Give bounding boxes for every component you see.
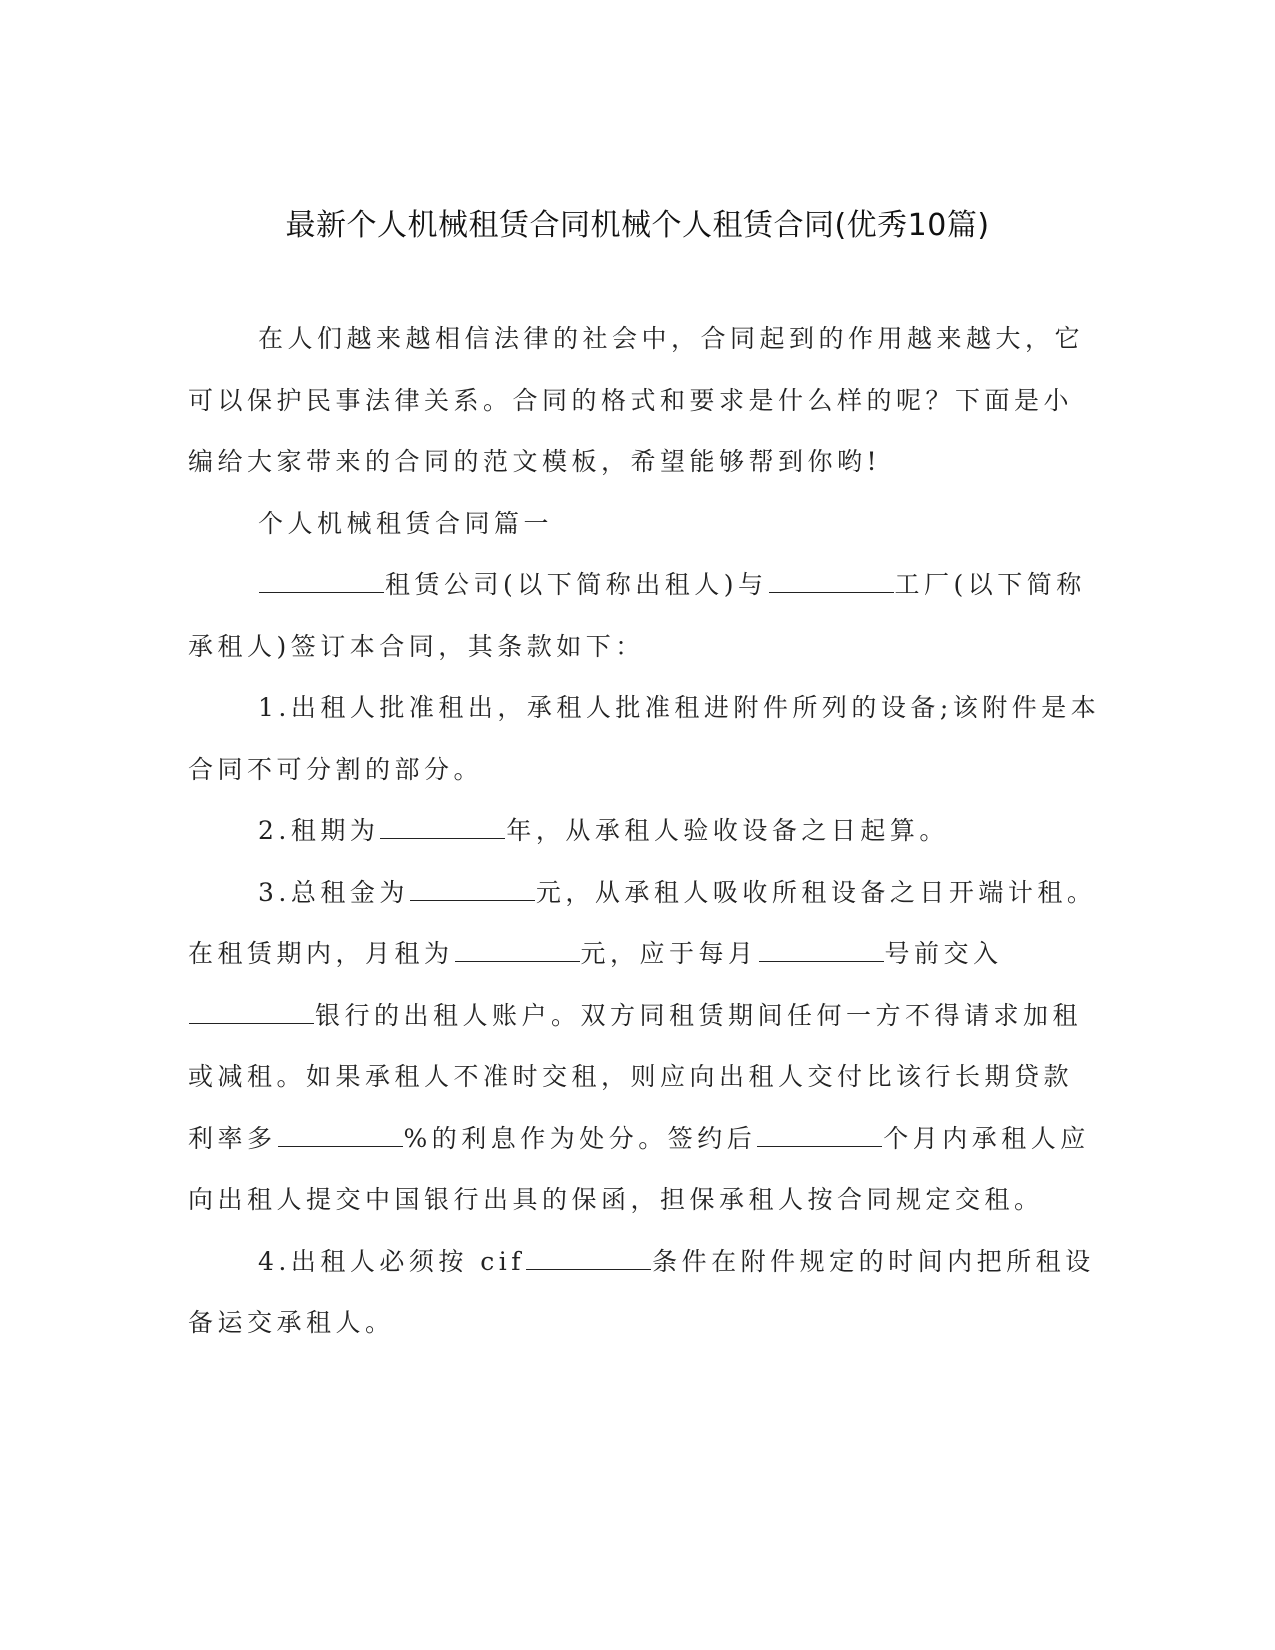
clause-3-text-d: 元，应于每月 [580,939,758,968]
clause-3-line-6: 向出租人提交中国银行出具的保函，担保承租人按合同规定交租。 [188,1185,1044,1214]
clause-4-line-2: 备运交承租人。 [188,1308,395,1337]
clause-3-text-a: 3.总租金为 [258,877,409,907]
blank-field[interactable] [526,1247,651,1270]
document-title: 最新个人机械租赁合同机械个人租赁合同(优秀10篇) [285,208,990,243]
blank-field[interactable] [189,1001,314,1024]
clause-1-line-2: 合同不可分割的部分。 [188,754,484,784]
clause-1 [188,677,1101,800]
clause-3-line-2 [188,923,1088,985]
clause-3 [188,862,1097,1231]
parties-text-b: 工厂(以下简称 [894,570,1086,599]
clause-1-line-1: 1.出租人批准租出，承租人批准租进附件所列的设备;该附件是本 [258,693,1101,722]
blank-field[interactable] [455,939,580,962]
clause-3-text-j: 个月内承租人应 [883,1123,1090,1153]
parties-line-1 [188,554,1088,616]
intro-line-3: 编给大家带来的合同的范文模板，希望能够帮到你哟! [188,447,882,476]
intro-line-1: 在人们越来越相信法律的社会中，合同起到的作用越来越大，它 [258,324,1085,353]
blank-field[interactable] [759,939,884,962]
blank-field[interactable] [410,878,535,901]
clause-2 [188,800,1088,862]
clause-3-line-4: 或减租。如果承租人不准时交租，则应向出租人交付比该行长期贷款 [188,1062,1074,1091]
clause-3-text-h: 利率多 [188,1123,277,1153]
clause-3-text-b: 元，从承租人吸收所租设备之日开端计租。 [535,877,1097,907]
blank-field[interactable] [757,1124,882,1147]
clause-4 [188,1231,1095,1354]
blank-field[interactable] [380,816,505,839]
clause-3-line-3 [188,985,1088,1047]
clause-2-text-b: 年，从承租人验收设备之日起算。 [506,816,949,845]
parties-line-2: 承租人)签订本合同，其条款如下： [188,631,645,661]
blank-field[interactable] [278,1124,403,1147]
parties-text-a: 租赁公司(以下简称出租人)与 [385,570,768,599]
clause-3-text-c: 在租赁期内，月租为 [188,939,454,968]
intro-paragraph [188,308,1088,493]
clause-3-line-1 [188,862,1097,924]
section-heading: 个人机械租赁合同篇一 [258,508,554,538]
clause-3-line-5 [188,1108,1088,1170]
clause-3-text-f: 银行的出租人账户。双方同租赁期间任何一方不得请求加租 [315,1000,1083,1030]
clause-4-text-a: 4.出租人必须按 cif [258,1246,526,1276]
blank-field[interactable] [769,570,894,593]
clause-4-line-1 [188,1231,1095,1293]
clause-3-text-i: %的利息作为处分。签约后 [403,1123,757,1153]
document-body [188,308,1101,1354]
blank-field[interactable] [259,570,384,593]
clause-4-text-b: 条件在附件规定的时间内把所租设 [652,1246,1095,1276]
intro-line-2: 可以保护民事法律关系。合同的格式和要求是什么样的呢？下面是小 [188,385,1074,415]
parties-paragraph [188,554,1088,677]
clause-2-text-a: 2.租期为 [258,816,380,845]
clause-3-text-e: 号前交入 [884,939,1003,968]
